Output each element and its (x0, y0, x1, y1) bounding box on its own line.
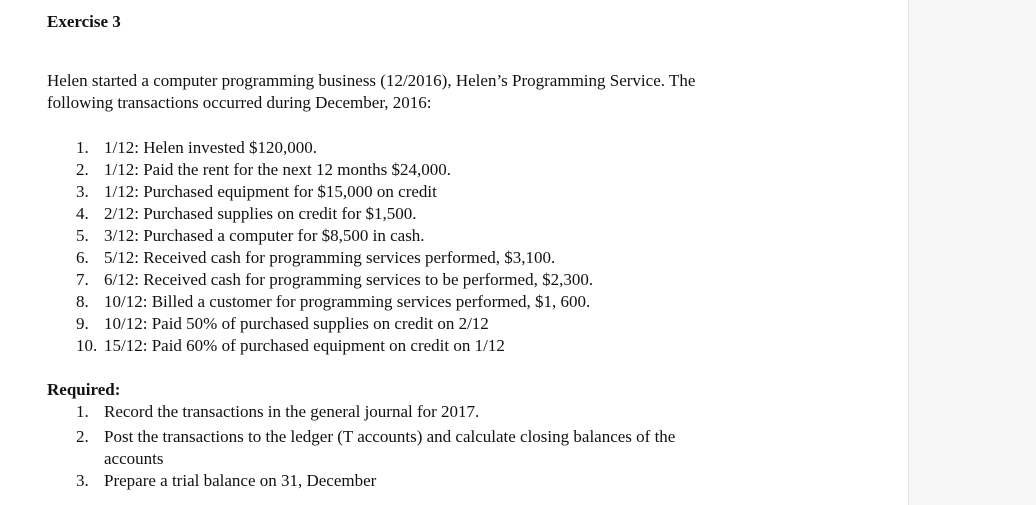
window-side-panel (908, 0, 1036, 505)
list-number: 2. (76, 427, 89, 446)
list-item (47, 470, 767, 492)
list-item (47, 137, 593, 159)
list-item-text: 1/12: Helen invested $120,000. (104, 138, 317, 157)
list-item-text-continued: accounts (104, 449, 164, 468)
list-number: 7. (76, 270, 89, 289)
list-item (47, 225, 593, 247)
list-item-text: 3/12: Purchased a computer for $8,500 in cash. (104, 226, 425, 245)
list-item (47, 313, 593, 335)
intro-line: Helen started a computer programming business (12/2016), Helen’s Programming Service. The (47, 71, 696, 90)
list-item-text: Post the transactions to the ledger (T accounts) and calculate closing balances of the (104, 427, 676, 446)
list-number: 3. (76, 471, 89, 490)
list-number: 8. (76, 292, 89, 311)
list-number: 9. (76, 314, 89, 333)
list-item (47, 247, 593, 269)
exercise-title: Exercise 3 (47, 12, 121, 31)
list-item-text: 1/12: Paid the rent for the next 12 months $24,000. (104, 160, 452, 179)
list-number: 10. (76, 336, 98, 355)
list-number: 4. (76, 204, 89, 223)
list-number: 5. (76, 226, 89, 245)
list-number: 1. (76, 402, 89, 421)
list-item (47, 291, 593, 313)
list-item (47, 401, 767, 423)
list-item (47, 203, 593, 225)
intro-line: following transactions occurred during December, 2016: (47, 93, 432, 112)
list-item-text: 6/12: Received cash for programming services to be performed, $2,300. (104, 270, 594, 289)
list-item (47, 269, 593, 291)
list-item-text: 5/12: Received cash for programming services performed, $3,100. (104, 248, 556, 267)
required-heading: Required: (47, 380, 121, 399)
list-item-text: 10/12: Billed a customer for programming services performed, $1, 600. (104, 292, 591, 311)
list-number: 6. (76, 248, 89, 267)
list-number: 2. (76, 160, 89, 179)
list-item (47, 335, 593, 357)
list-number: 3. (76, 182, 89, 201)
list-item-text: Prepare a trial balance on 31, December (104, 471, 377, 490)
list-item-text: 1/12: Purchased equipment for $15,000 on credit (104, 182, 437, 201)
list-item-text: 10/12: Paid 50% of purchased supplies on credit on 2/12 (104, 314, 489, 333)
list-number: 1. (76, 138, 89, 157)
list-item-text: 2/12: Purchased supplies on credit for $1,500. (104, 204, 417, 223)
list-item (47, 426, 767, 470)
list-item-text: Record the transactions in the general journal for 2017. (104, 402, 480, 421)
list-item (47, 159, 593, 181)
intro-paragraph (47, 70, 807, 114)
requirements-list (47, 401, 767, 492)
list-item-text: 15/12: Paid 60% of purchased equipment on credit on 1/12 (104, 336, 505, 355)
list-item (47, 181, 593, 203)
transaction-list (47, 137, 593, 357)
